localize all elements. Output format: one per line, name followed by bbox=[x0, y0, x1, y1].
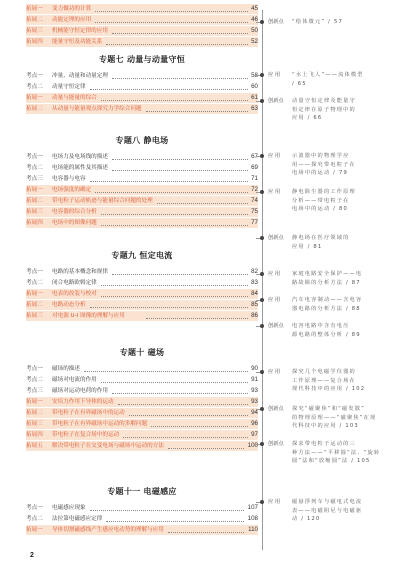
side-note-text: 磁悬浮列车与磁电式电流 bbox=[292, 499, 363, 505]
toc-entry-label: 考点三 bbox=[26, 388, 43, 394]
toc-entry[interactable] bbox=[26, 311, 258, 321]
side-note-text: / 65 bbox=[292, 80, 307, 87]
side-bullet-icon bbox=[260, 298, 264, 302]
side-note-text: 应用 / 81 bbox=[292, 243, 323, 250]
dotted-leader bbox=[101, 225, 248, 226]
dotted-leader bbox=[112, 159, 248, 160]
toc-entry-label: 拓展四 bbox=[26, 39, 43, 45]
dotted-leader bbox=[129, 415, 248, 416]
toc-entry[interactable] bbox=[26, 71, 258, 81]
side-note-text: 电场中的运动 / 80 bbox=[292, 206, 348, 213]
toc-entry-page: 85 bbox=[251, 301, 258, 308]
toc-entry-title: 磁场的描述 bbox=[52, 366, 80, 372]
side-note-text: 静电场在医疗领域的 bbox=[292, 235, 350, 241]
toc-entry-label: 拓展一 bbox=[26, 291, 43, 297]
toc-entry[interactable] bbox=[26, 503, 258, 513]
side-note-text: 探究几个电磁学仪器的 bbox=[292, 369, 356, 375]
toc-entry-page: 58 bbox=[251, 72, 258, 79]
toc-entry-label: 拓展一 bbox=[26, 399, 43, 405]
toc-entry-page: 96 bbox=[251, 420, 258, 427]
toc-entry-title: 电容器的综合分析 bbox=[52, 209, 97, 215]
toc-entry-page: 91 bbox=[251, 376, 258, 383]
dotted-leader bbox=[146, 111, 248, 112]
side-bullet-icon bbox=[260, 154, 264, 158]
toc-entry-title: 电场力及电场线的描述 bbox=[52, 154, 108, 160]
side-note-text: 圆”法和“放缩圆”法 / 105 bbox=[292, 458, 371, 465]
dotted-leader bbox=[168, 448, 244, 449]
toc-entry-page: 60 bbox=[251, 83, 258, 90]
side-note-text: 源电路的整体分析 / 89 bbox=[292, 331, 361, 338]
toc-entry[interactable] bbox=[26, 37, 258, 47]
toc-entry[interactable] bbox=[26, 289, 258, 299]
toc-entry[interactable] bbox=[26, 386, 258, 396]
side-note-text: 的物理原理——“磁聚焦”在现 bbox=[292, 414, 377, 421]
toc-entry-page: 61 bbox=[251, 94, 258, 101]
toc-entry-page: 107 bbox=[247, 504, 258, 511]
side-note-tag: 应 用 bbox=[268, 271, 281, 277]
toc-entry-page: 94 bbox=[251, 409, 258, 416]
dotted-leader bbox=[101, 100, 248, 101]
side-note-text: 种方法——“平移圆”法、“旋转 bbox=[292, 449, 381, 456]
toc-entry-title: 导体切割磁感线产生感应电动势的理解与应用 bbox=[52, 527, 164, 533]
toc-entry-title: 变力做功的计算 bbox=[52, 6, 92, 12]
toc-entry-label: 考点一 bbox=[26, 269, 43, 275]
toc-entry-title: 机械能守恒定律的应用 bbox=[52, 28, 108, 34]
dotted-leader bbox=[101, 296, 248, 297]
toc-entry-page: 74 bbox=[251, 197, 258, 204]
toc-entry[interactable] bbox=[26, 514, 258, 524]
side-note-text: 现代科技中的应用 / 102 bbox=[292, 386, 366, 393]
side-note-text: “绘体微元” / 57 bbox=[292, 19, 343, 25]
toc-entry[interactable] bbox=[26, 82, 258, 92]
side-note-tag: 应 用 bbox=[268, 72, 281, 78]
toc-entry-title: 动能定理的应用 bbox=[52, 17, 92, 23]
dotted-leader bbox=[90, 89, 248, 90]
toc-entry-page: 63 bbox=[251, 105, 258, 112]
page-number: 2 bbox=[30, 552, 34, 559]
toc-entry-title: 闭合电路欧姆定律 bbox=[52, 280, 97, 286]
toc-entry-label: 拓展二 bbox=[26, 106, 43, 112]
side-bullet-icon bbox=[260, 407, 264, 411]
toc-entry[interactable] bbox=[26, 15, 258, 25]
toc-entry-page: 46 bbox=[251, 16, 258, 23]
side-bullet-icon bbox=[260, 73, 264, 77]
chapter-heading: 专题十 磁场 bbox=[119, 348, 165, 357]
side-bullet-icon bbox=[260, 324, 264, 328]
toc-entry-label: 拓展一 bbox=[26, 527, 43, 533]
toc-entry-page: 72 bbox=[251, 186, 258, 193]
dotted-leader bbox=[95, 22, 248, 23]
chapter-heading: 专题八 静电场 bbox=[115, 136, 169, 145]
toc-entry-page: 110 bbox=[248, 526, 258, 533]
side-note-text: 用——探究带电粒子在 bbox=[292, 161, 356, 168]
toc-entry[interactable] bbox=[26, 408, 258, 418]
dotted-leader bbox=[168, 532, 244, 533]
toc-entry-page: 67 bbox=[251, 153, 258, 160]
toc-entry-label: 考点三 bbox=[26, 176, 43, 182]
toc-entry[interactable] bbox=[26, 207, 258, 217]
dotted-leader bbox=[90, 510, 245, 511]
side-note-text: 汽车电容制动——含电容 bbox=[292, 297, 363, 303]
side-note-text: 器电路的分析方法 / 88 bbox=[292, 305, 361, 312]
toc-entry-page: 97 bbox=[251, 431, 258, 438]
toc-entry[interactable] bbox=[26, 163, 258, 173]
side-bullet-icon bbox=[260, 442, 264, 446]
side-note-text: 路故障的分析方法 / 87 bbox=[292, 279, 361, 286]
chapter-heading: 专题九 恒定电流 bbox=[111, 251, 173, 260]
side-note-text: 家庭电路安全保护——电 bbox=[292, 271, 363, 277]
toc-entry-page: 50 bbox=[251, 27, 258, 34]
toc-entry-label: 考点一 bbox=[26, 505, 43, 511]
toc-entry[interactable] bbox=[26, 93, 258, 103]
side-note-text: 电场中的运动 / 79 bbox=[292, 170, 348, 177]
toc-entry-label: 拓展一 bbox=[26, 6, 43, 12]
toc-entry-page: 84 bbox=[251, 290, 258, 297]
toc-entry-title: 安培力作用下导体的运动 bbox=[52, 399, 114, 405]
toc-entry[interactable] bbox=[26, 104, 258, 114]
toc-entry[interactable] bbox=[26, 185, 258, 195]
toc-entry-title: 动量与能量的综合 bbox=[52, 95, 97, 101]
dotted-leader bbox=[84, 371, 248, 372]
side-note-tag: 创新点 bbox=[268, 98, 284, 104]
toc-entry-label: 拓展三 bbox=[26, 209, 43, 215]
side-note-text: 恒定律在原子物理中的 bbox=[292, 106, 356, 113]
side-bullet-icon bbox=[260, 272, 264, 276]
side-note-tag: 应 用 bbox=[268, 297, 281, 303]
side-note-text: “水上飞人”——流体模型 bbox=[292, 72, 364, 78]
toc-entry-title: 带电粒子在有界磁场中运动的多解问题 bbox=[52, 421, 148, 427]
dotted-leader bbox=[101, 214, 248, 215]
side-note-text: 应用 / 66 bbox=[292, 115, 323, 122]
toc-entry[interactable] bbox=[26, 525, 258, 535]
toc-entry-label: 拓展四 bbox=[26, 220, 43, 226]
toc-entry-title: 磁场对运动电荷的作用 bbox=[52, 388, 108, 394]
toc-entry-label: 拓展一 bbox=[26, 187, 43, 193]
side-note-tag: 应 用 bbox=[268, 499, 281, 505]
dotted-leader bbox=[157, 203, 248, 204]
side-bullet-icon bbox=[260, 99, 264, 103]
dotted-leader bbox=[112, 78, 248, 79]
toc-entry-label: 考点二 bbox=[26, 280, 43, 286]
toc-entry[interactable] bbox=[26, 419, 258, 429]
side-note-tag: 应 用 bbox=[268, 153, 281, 159]
toc-entry-label: 考点一 bbox=[26, 366, 43, 372]
dotted-leader bbox=[118, 404, 248, 405]
toc-entry[interactable] bbox=[26, 218, 258, 228]
toc-entry-page: 77 bbox=[251, 219, 258, 226]
toc-entry[interactable] bbox=[26, 375, 258, 385]
toc-entry-page: 90 bbox=[251, 365, 258, 372]
toc-entry-label: 拓展二 bbox=[26, 17, 43, 23]
dotted-leader bbox=[90, 181, 248, 182]
dotted-leader bbox=[123, 437, 248, 438]
toc-entry-title: 冲量、动量和动量定理 bbox=[52, 73, 108, 79]
side-note-text: 电容电路中含有电压 bbox=[292, 323, 350, 329]
toc-entry-page: 45 bbox=[251, 5, 258, 12]
side-note-text: 探求带电粒子运动的三 bbox=[292, 441, 356, 447]
toc-entry-title: 对电源 U-I 图像的理解与应用 bbox=[52, 313, 125, 319]
toc-entry-title: 电路动态分析 bbox=[52, 302, 86, 308]
side-bullet-icon bbox=[260, 236, 264, 240]
toc-entry[interactable] bbox=[26, 364, 258, 374]
toc-entry-label: 拓展二 bbox=[26, 302, 43, 308]
dotted-leader bbox=[112, 274, 248, 275]
toc-entry-label: 考点二 bbox=[26, 516, 43, 522]
side-bullet-icon bbox=[260, 370, 264, 374]
side-note-tag: 创新点 bbox=[268, 406, 284, 412]
side-note-text: 动 / 120 bbox=[292, 516, 321, 523]
dotted-leader bbox=[95, 11, 248, 12]
toc-entry-title: 电磁感应现象 bbox=[52, 505, 86, 511]
toc-entry-title: 从动量与能量观点探究力学综合问题 bbox=[52, 106, 142, 112]
toc-entry-title: 动量守恒定律 bbox=[52, 84, 86, 90]
dotted-leader bbox=[106, 521, 244, 522]
toc-entry-label: 拓展二 bbox=[26, 198, 43, 204]
toc-entry[interactable] bbox=[26, 26, 258, 36]
side-bullet-icon bbox=[260, 20, 264, 24]
side-guide-line bbox=[262, 10, 263, 550]
toc-entry[interactable] bbox=[26, 441, 258, 451]
toc-entry[interactable] bbox=[26, 174, 258, 184]
toc-entry-page: 71 bbox=[251, 175, 258, 182]
dotted-leader bbox=[106, 44, 247, 45]
toc-entry-title: 电路的基本概念和规律 bbox=[52, 269, 108, 275]
toc-entry-page: 75 bbox=[251, 208, 258, 215]
toc-entry-page: 108 bbox=[247, 515, 258, 522]
toc-entry-label: 考点一 bbox=[26, 154, 43, 160]
toc-entry-page: 52 bbox=[251, 38, 258, 45]
side-note-tag: 应 用 bbox=[268, 369, 281, 375]
toc-entry-title: 带电粒子在有界磁场中的运动 bbox=[52, 410, 125, 416]
toc-entry-label: 拓展五 bbox=[26, 443, 43, 449]
toc-entry-page: 83 bbox=[251, 279, 258, 286]
side-note-text: 示波器中的物理学应 bbox=[292, 153, 350, 159]
toc-entry-title: 法拉第电磁感应定律 bbox=[52, 516, 103, 522]
toc-entry-label: 拓展三 bbox=[26, 421, 43, 427]
toc-entry-page: 93 bbox=[251, 387, 258, 394]
dotted-leader bbox=[90, 307, 248, 308]
toc-entry-label: 考点二 bbox=[26, 377, 43, 383]
dotted-leader bbox=[146, 318, 248, 319]
toc-entry-title: 电场强度的确定 bbox=[52, 187, 92, 193]
toc-entry[interactable] bbox=[26, 267, 258, 277]
dotted-leader bbox=[112, 33, 248, 34]
side-note-tag: 应 用 bbox=[268, 189, 281, 195]
side-bullet-icon bbox=[260, 500, 264, 504]
side-note-tag: 创新点 bbox=[268, 323, 284, 329]
dotted-leader bbox=[95, 192, 248, 193]
toc-entry-page: 93 bbox=[251, 398, 258, 405]
toc-entry-title: 能量守恒及功能关系 bbox=[52, 39, 103, 45]
dotted-leader bbox=[101, 382, 248, 383]
toc-entry-label: 拓展二 bbox=[26, 410, 43, 416]
toc-entry-label: 拓展一 bbox=[26, 95, 43, 101]
toc-entry-page: 82 bbox=[251, 268, 258, 275]
side-note-tag: 创新点 bbox=[268, 441, 284, 447]
side-note-text: 分析——带电粒子在 bbox=[292, 197, 350, 204]
toc-entry-title: 带电粒子运动轨迹与能量综合问题的处理 bbox=[52, 198, 153, 204]
side-note-text: 工作原理——复合场在 bbox=[292, 377, 356, 384]
toc-entry-title: 电场中的图像问题 bbox=[52, 220, 97, 226]
toc-entry[interactable] bbox=[26, 430, 258, 440]
toc-entry-page: 69 bbox=[251, 164, 258, 171]
chapter-heading: 专题七 动量与动量守恒 bbox=[98, 55, 186, 64]
side-note-tag: 创新点 bbox=[268, 19, 284, 25]
dotted-leader bbox=[112, 170, 248, 171]
toc-entry[interactable] bbox=[26, 196, 258, 206]
toc-entry-page: 86 bbox=[251, 312, 258, 319]
side-bullet-icon bbox=[260, 190, 264, 194]
dotted-leader bbox=[101, 285, 248, 286]
dotted-leader bbox=[112, 393, 248, 394]
toc-entry[interactable] bbox=[26, 4, 258, 14]
toc-entry[interactable] bbox=[26, 300, 258, 310]
toc-entry-page: 100 bbox=[247, 442, 258, 449]
side-note-text: 探究“磁聚焦”和“磁发散” bbox=[292, 406, 366, 412]
toc-entry[interactable] bbox=[26, 397, 258, 407]
toc-entry-title: 电场能的属性及其描述 bbox=[52, 165, 108, 171]
toc-entry-label: 拓展三 bbox=[26, 313, 43, 319]
side-note-text: 表——电磁阻尼与电磁驱 bbox=[292, 507, 363, 514]
toc-entry-title: 磁场对电流的作用 bbox=[52, 377, 97, 383]
toc-entry-label: 考点二 bbox=[26, 165, 43, 171]
toc-entry[interactable] bbox=[26, 278, 258, 288]
side-note-text: 代科技中的应用 / 103 bbox=[292, 423, 359, 430]
side-note-text: 动量守恒定律及能量守 bbox=[292, 98, 356, 104]
toc-entry-title: 电容器与电容 bbox=[52, 176, 86, 182]
toc-entry-title: 解决带电粒子在交变电场与磁场中运动的方法 bbox=[52, 443, 164, 449]
toc-entry-label: 拓展四 bbox=[26, 432, 43, 438]
side-note-tag: 创新点 bbox=[268, 235, 284, 241]
side-note-text: 静电除尘器的工作原理 bbox=[292, 189, 356, 195]
chapter-heading: 专题十一 电磁感应 bbox=[107, 487, 177, 496]
toc-entry-title: 电表的改装与校对 bbox=[52, 291, 97, 297]
toc-entry-label: 考点一 bbox=[26, 73, 43, 79]
dotted-leader bbox=[151, 426, 248, 427]
toc-entry-title: 带电粒子在复合场中的运动 bbox=[52, 432, 120, 438]
toc-entry-label: 拓展三 bbox=[26, 28, 43, 34]
toc-entry[interactable] bbox=[26, 152, 258, 162]
toc-entry-label: 考点二 bbox=[26, 84, 43, 90]
